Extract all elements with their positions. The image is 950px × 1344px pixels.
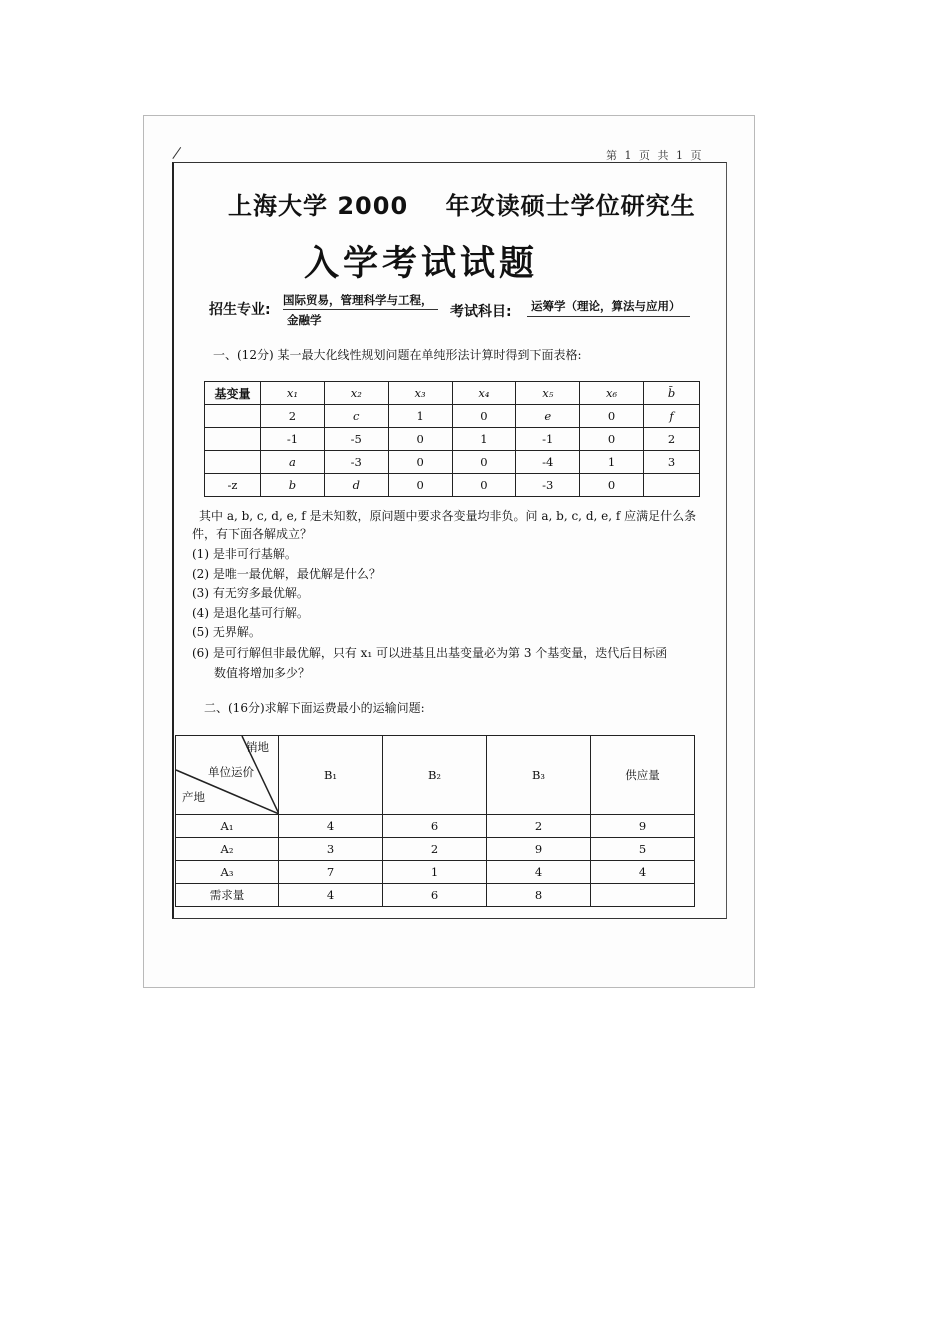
table-cell: 4 [591, 861, 695, 884]
table-cell: 1 [388, 405, 452, 428]
table-cell: 0 [388, 428, 452, 451]
table-cell: 0 [452, 451, 516, 474]
simplex-table [204, 381, 700, 497]
major-value-line2: 金融学 [287, 313, 322, 327]
table-cell: 0 [388, 451, 452, 474]
table-row [176, 884, 695, 907]
table-cell: 4 [279, 884, 383, 907]
table-cell: 6 [383, 815, 487, 838]
header-cell: b̄ [644, 382, 700, 405]
table-cell: 0 [388, 474, 452, 497]
table-cell: 5 [591, 838, 695, 861]
table-cell: f [644, 405, 700, 428]
header-cell: x₅ [516, 382, 580, 405]
header-cell: B₃ [487, 736, 591, 815]
q1-item: (2) 是唯一最优解，最优解是什么？ [192, 567, 381, 581]
table-header-row [205, 382, 700, 405]
table-cell: 1 [383, 861, 487, 884]
q1-note-line1: 其中 a, b, c, d, e, f 是未知数，原问题中要求各变量均非负。问 a, b, c, d, e, f 应满足什么条 [199, 509, 697, 523]
table-cell [205, 428, 261, 451]
row-label: A₂ [176, 838, 279, 861]
table-row [176, 838, 695, 861]
row-label: 需求量 [176, 884, 279, 907]
table-cell: 2 [487, 815, 591, 838]
corner-label-unit-cost: 单位运价 [208, 765, 254, 779]
table-cell [205, 451, 261, 474]
table-cell: -1 [261, 428, 325, 451]
table-cell: 2 [383, 838, 487, 861]
table-row [205, 428, 700, 451]
table-cell: 2 [644, 428, 700, 451]
header-cell: x₁ [261, 382, 325, 405]
table-cell [205, 405, 261, 428]
table-row [176, 861, 695, 884]
table-cell: 8 [487, 884, 591, 907]
table-cell: a [261, 451, 325, 474]
header-cell: B₁ [279, 736, 383, 815]
q1-item: (6) 是可行解但非最优解，只有 x₁ 可以进基且出基变量必为第 3 个基变量，迭代后目标函 [192, 646, 668, 660]
subject-underline [527, 316, 690, 317]
q2-heading: 二、(16分)求解下面运费最小的运输问题: [204, 701, 425, 715]
table-row [176, 815, 695, 838]
table-cell: 0 [452, 474, 516, 497]
table-cell: -5 [324, 428, 388, 451]
subject-value: 运筹学（理论，算法与应用） [531, 299, 681, 313]
corner-label-origin: 产地 [182, 790, 205, 804]
table-cell: 6 [383, 884, 487, 907]
exam-title-line2: 入学考试试题 [304, 244, 539, 284]
table-cell: c [324, 405, 388, 428]
table-cell: 3 [279, 838, 383, 861]
major-value-line1: 国际贸易，管理科学与工程， [283, 293, 433, 307]
table-cell: 4 [487, 861, 591, 884]
header-cell: 供应量 [591, 736, 695, 815]
table-cell: 2 [261, 405, 325, 428]
table-cell: -4 [516, 451, 580, 474]
table-row [205, 474, 700, 497]
header-cell: x₂ [324, 382, 388, 405]
corner-label-destination: 销地 [246, 740, 269, 754]
table-cell [591, 884, 695, 907]
table-cell: 9 [487, 838, 591, 861]
row-label: A₁ [176, 815, 279, 838]
header-cell: 基变量 [205, 382, 261, 405]
table-row [205, 451, 700, 474]
table-cell: 0 [580, 474, 644, 497]
q1-item: (4) 是退化基可行解。 [192, 606, 309, 620]
table-cell: -3 [324, 451, 388, 474]
table-cell: -z [205, 474, 261, 497]
table-cell: -3 [516, 474, 580, 497]
table-cell: 4 [279, 815, 383, 838]
table-cell: e [516, 405, 580, 428]
table-header-row [176, 736, 695, 815]
table-cell: 0 [580, 405, 644, 428]
table-cell: 3 [644, 451, 700, 474]
table-cell: b [261, 474, 325, 497]
q1-note-line2: 件，有下面各解成立？ [192, 527, 313, 541]
subject-label: 考试科目: [450, 304, 512, 320]
q1-item: (1) 是非可行基解。 [192, 547, 297, 561]
corner-header-cell [176, 736, 279, 815]
table-cell: 0 [580, 428, 644, 451]
major-underline [283, 309, 438, 310]
header-cell: x₆ [580, 382, 644, 405]
table-cell: 7 [279, 861, 383, 884]
page-marker: 第 1 页 共 1 页 [606, 149, 704, 162]
header-cell: x₄ [452, 382, 516, 405]
header-cell: B₂ [383, 736, 487, 815]
table-cell [644, 474, 700, 497]
table-cell: 9 [591, 815, 695, 838]
q1-item: (3) 有无穷多最优解。 [192, 586, 309, 600]
q1-item6-continued: 数值将增加多少？ [214, 666, 311, 680]
table-cell: d [324, 474, 388, 497]
row-label: A₃ [176, 861, 279, 884]
table-cell: -1 [516, 428, 580, 451]
table-cell: 0 [452, 405, 516, 428]
exam-title-line1: 上海大学 2000 年攻读硕士学位研究生 [228, 192, 696, 220]
q1-item: (5) 无界解。 [192, 625, 261, 639]
table-cell: 1 [452, 428, 516, 451]
major-label: 招生专业: [209, 302, 271, 318]
table-cell: 1 [580, 451, 644, 474]
table-row [205, 405, 700, 428]
transport-table [175, 735, 695, 907]
q1-heading: 一、(12分) 某一最大化线性规划问题在单纯形法计算时得到下面表格: [213, 348, 582, 362]
header-cell: x₃ [388, 382, 452, 405]
